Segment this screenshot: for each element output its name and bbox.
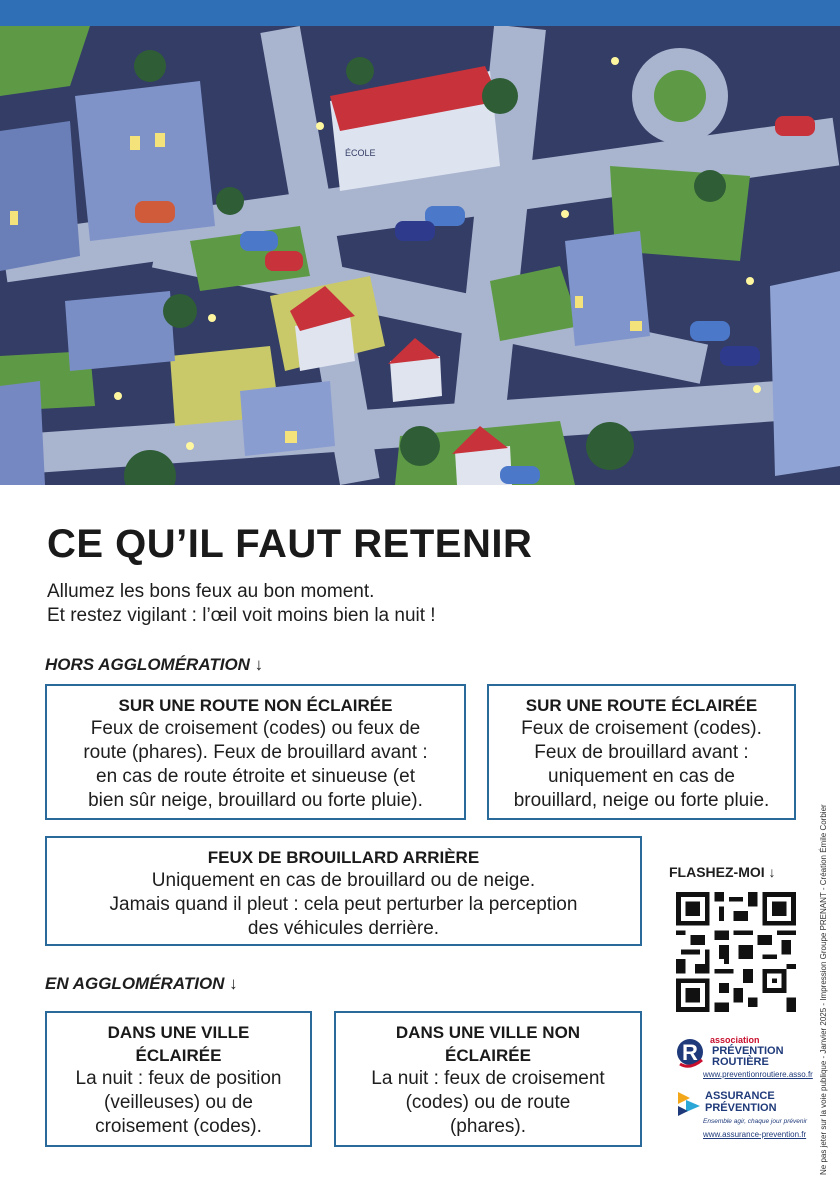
box-line: Uniquement en cas de brouillard ou de neige.: [151, 870, 536, 891]
school-sign-text: ÉCOLE: [345, 148, 376, 158]
apr-url-link[interactable]: www.preventionroutiere.asso.fr: [703, 1070, 813, 1079]
box-line: Feux de croisement (codes) ou feux de: [90, 718, 421, 739]
box-line: La nuit : feux de position: [75, 1068, 282, 1089]
box-line: en cas de route étroite et sinueuse (et: [96, 766, 415, 787]
box-line: (phares).: [449, 1116, 527, 1137]
legal-vertical-note: Ne pas jeter sur la voie publique - Janvier 2025 - Impression Groupe PRENANT - Création Émile Corbier: [819, 804, 828, 1175]
box-title: FEUX DE BROUILLARD ARRIÈRE: [207, 848, 480, 867]
intro-line: Allumez les bons feux au bon moment.: [47, 581, 375, 602]
svg-text:R: R: [682, 1040, 698, 1065]
apr-name-line: PRÉVENTION: [712, 1045, 784, 1057]
box-title: SUR UNE ROUTE ÉCLAIRÉE: [525, 696, 758, 715]
section-heading-en: EN AGGLOMÉRATION ↓: [45, 974, 238, 993]
ap-slogan: Ensemble agir, chaque jour prévenir: [703, 1118, 808, 1125]
box-line: brouillard, neige ou forte pluie.: [513, 790, 770, 811]
assurance-prevention-logo: [676, 1090, 702, 1118]
box-brouillard-arriere: [45, 836, 642, 946]
section-heading-hors: HORS AGGLOMÉRATION ↓: [45, 655, 264, 674]
box-line: Jamais quand il pleut : cela peut perturber la perception: [109, 894, 578, 915]
top-color-band: [0, 0, 840, 26]
flash-label: FLASHEZ-MOI ↓: [669, 864, 776, 880]
box-line: La nuit : feux de croisement: [371, 1068, 605, 1089]
box-route-eclairee: [487, 684, 796, 820]
box-ville-eclairee: [45, 1011, 312, 1147]
box-title: DANS UNE VILLE NON: [395, 1023, 581, 1042]
box-line: croisement (codes).: [95, 1116, 262, 1137]
box-title: SUR UNE ROUTE NON ÉCLAIRÉE: [118, 696, 393, 715]
box-line: route (phares). Feux de brouillard avant :: [83, 742, 428, 763]
ap-url-link[interactable]: www.assurance-prevention.fr: [703, 1130, 807, 1139]
apr-name-line: ROUTIÈRE: [712, 1056, 769, 1068]
box-route-non-eclairee: [45, 684, 466, 820]
page-title: CE QU’IL FAUT RETENIR: [47, 522, 533, 566]
intro-line: Et restez vigilant : l’œil voit moins bien la nuit !: [47, 605, 436, 626]
qr-code[interactable]: [676, 892, 796, 1012]
ap-name: [705, 1090, 777, 1114]
ap-name-line: ASSURANCE: [705, 1090, 775, 1102]
box-line: des véhicules derrière.: [247, 918, 440, 939]
night-city-illustration: [0, 26, 840, 485]
box-line: bien sûr neige, brouillard ou forte pluie).: [88, 790, 423, 811]
ap-name-line: PRÉVENTION: [705, 1102, 777, 1114]
apr-name: [712, 1046, 784, 1068]
box-title: ÉCLAIRÉE: [445, 1046, 531, 1065]
box-ville-non-eclairee: [334, 1011, 642, 1147]
box-line: Feux de croisement (codes).: [521, 718, 762, 739]
box-line: (codes) ou de route: [405, 1092, 571, 1113]
box-title: DANS UNE VILLE: [107, 1023, 250, 1042]
box-title: ÉCLAIRÉE: [135, 1046, 222, 1065]
intro-text: [47, 580, 436, 628]
box-line: Feux de brouillard avant :: [534, 742, 749, 763]
box-line: uniquement en cas de: [548, 766, 735, 787]
box-line: (veilleuses) ou de: [104, 1092, 253, 1113]
apr-association-label: association: [710, 1035, 760, 1045]
